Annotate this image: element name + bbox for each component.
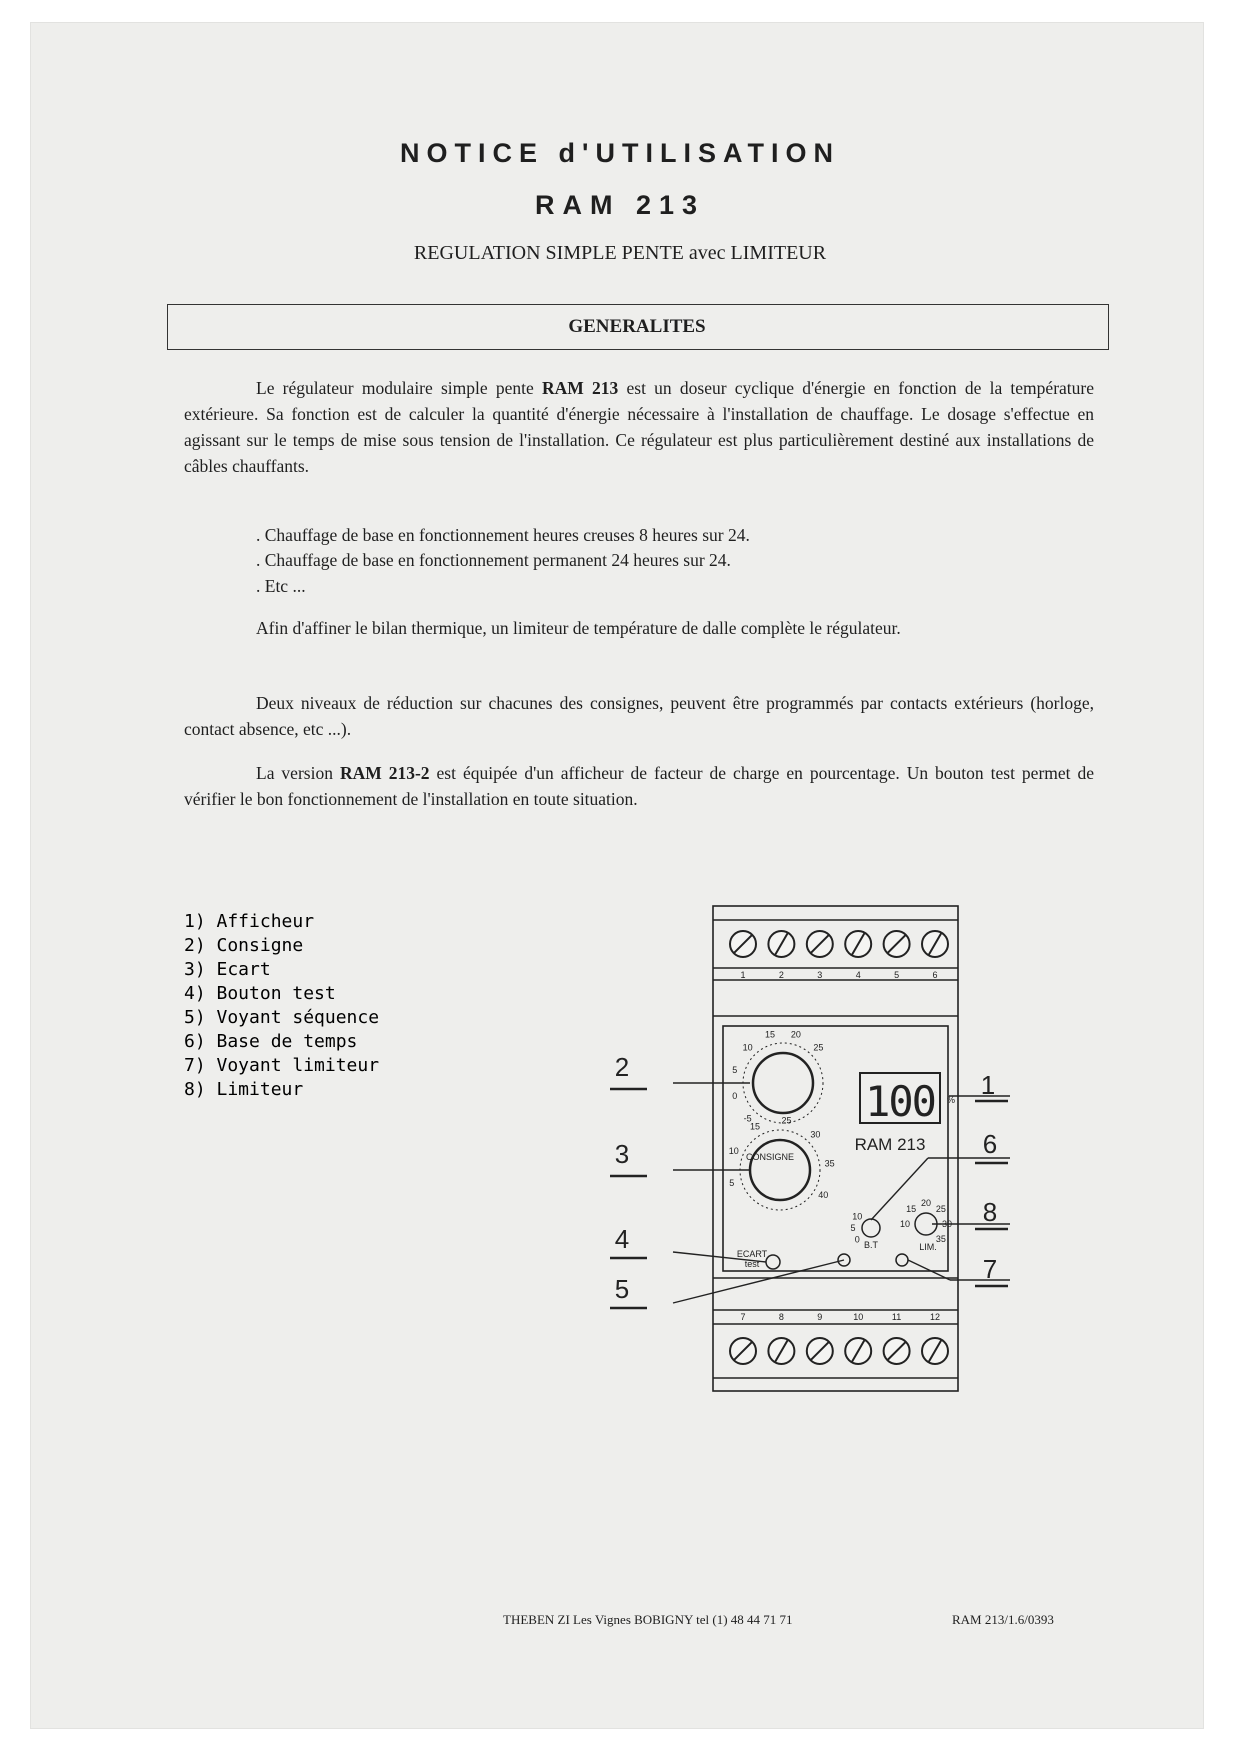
para4-before: La version [256,763,340,783]
legend-item: 5) Voyant séquence [184,1007,380,1028]
footer-reference: RAM 213/1.6/0393 [952,1612,1054,1627]
legend-item: 7) Voyant limiteur [184,1055,380,1076]
legend-item: 2) Consigne [184,935,304,956]
callout-4: 4 [614,1224,630,1254]
bullet-item: . Chauffage de base en fonctionnement heures creuses 8 heures sur 24. [256,525,750,545]
terminal-number-bottom: 9 [817,1312,823,1322]
bullet-item: . Chauffage de base en fonctionnement permanent 24 heures sur 24. [256,550,731,570]
ecart-scale-label: 5 [729,1177,735,1188]
consigne-scale-label: 25 [813,1042,824,1053]
consigne-knob [753,1053,813,1113]
paragraph-intro [184,375,1094,479]
ecart-scale-label: 30 [810,1129,821,1140]
callout-8: 8 [982,1197,998,1227]
lim-scale-label: 30 [941,1219,953,1229]
terminal-number-bottom: 8 [778,1312,784,1322]
consigne-scale-label: 20 [790,1029,801,1040]
paper-sheet [30,22,1204,1729]
callout-6: 6 [982,1129,998,1159]
callout-3: 3 [614,1139,630,1169]
callout-1: 1 [980,1070,996,1100]
callout-2: 2 [614,1052,630,1082]
bt-scale-label: 0 [854,1234,860,1245]
test-label: test [744,1259,760,1269]
para4-after: est équipée d'un afficheur de facteur de charge en pourcentage. Un bouton test permet de vérifier le bon fonctionnement de l'installation en toute situation. [184,763,1095,809]
consigne-scale-label: 10 [742,1042,753,1053]
ecart-scale-label: 10 [728,1145,739,1156]
display-value: 100 [865,1077,935,1126]
callout-5: 5 [614,1274,630,1304]
terminal-number-top: 5 [894,970,900,980]
lim-scale-label: 20 [920,1198,932,1208]
ecart-label: ECART [736,1249,768,1259]
bullet-item: . Etc ... [256,576,306,596]
lim-scale-label: 25 [935,1204,946,1215]
legend-item: 1) Afficheur [184,911,315,932]
consigne-scale-label: 0 [732,1090,738,1101]
consigne-scale-label: 5 [732,1065,738,1076]
bt-knob [862,1219,880,1237]
subtitle: REGULATION SIMPLE PENTE avec LIMITEUR [413,242,827,264]
lim-label: LIM. [919,1242,937,1252]
bt-scale-label: 5 [850,1223,856,1233]
model-heading: RAM 213 [534,190,706,220]
test-button [766,1255,780,1269]
legend-item: 3) Ecart [184,959,271,980]
legend-item: 8) Limiteur [184,1079,304,1100]
terminal-number-top: 4 [855,970,861,980]
ecart-scale-label: 25 [781,1115,792,1126]
terminal-number-top: 2 [778,970,784,980]
para1-model: RAM 213 [542,378,619,398]
para4-model: RAM 213-2 [339,763,430,783]
terminal-number-top: 3 [817,970,823,980]
para1-after: est un doseur cyclique d'énergie en fonction de la température extérieure. Sa fonction est de calculer la quantité d'énergie nécessaire à l'installation de chauffage. Le dosage s'effectue en agissant sur le temps de mise sous tension de l'installation. Ce régulateur est plus particulièrement destiné aux installations de câbles chauffants. [184,378,1094,476]
terminal-number-bottom: 10 [853,1312,864,1322]
para1-before: Le régulateur modulaire simple pente [256,378,543,398]
terminal-number-bottom: 12 [929,1312,941,1322]
callout-7: 7 [982,1254,998,1284]
terminal-number-bottom: 7 [740,1312,746,1322]
terminal-number-top: 1 [740,970,746,980]
paragraph-limiter: Afin d'affiner le bilan thermique, un limiteur de température de dalle complète le régulateur. [256,618,901,638]
legend-item: 6) Base de temps [184,1031,358,1052]
lim-scale-label: 10 [899,1219,911,1229]
legend-list [184,910,379,1102]
consigne-label: CONSIGNE [745,1152,795,1162]
document-title: NOTICE d'UTILISATION [400,138,840,168]
display-unit: % [947,1095,956,1105]
section-heading: GENERALITES [568,316,706,337]
footer-address: THEBEN ZI Les Vignes BOBIGNY tel (1) 48 44 71 71 [503,1612,793,1627]
consigne-scale-label: -5 [743,1113,752,1124]
paragraph-reduction: Deux niveaux de réduction sur chacunes des consignes, peuvent être programmés par contacts extérieurs (horloge, contact absence, etc ...). [184,693,1094,739]
device-diagram [610,898,1120,1398]
lim-scale-label: 15 [906,1204,917,1215]
legend-item: 4) Bouton test [184,983,336,1004]
consigne-scale-label: 15 [765,1029,776,1040]
bt-scale-label: 10 [852,1211,863,1222]
ecart-scale-label: 40 [818,1190,829,1200]
terminal-number-top: 6 [932,970,938,980]
lim-scale-label: 35 [935,1233,946,1244]
ecart-scale-label: 35 [824,1158,835,1169]
ecart-scale-label: 15 [749,1121,761,1132]
paragraph-version [184,760,1094,812]
terminal-number-bottom: 11 [891,1312,902,1322]
limiter-led [896,1254,908,1266]
bt-label: B.T [863,1240,879,1250]
ecart-knob [750,1140,810,1200]
device-label: RAM 213 [854,1135,926,1154]
